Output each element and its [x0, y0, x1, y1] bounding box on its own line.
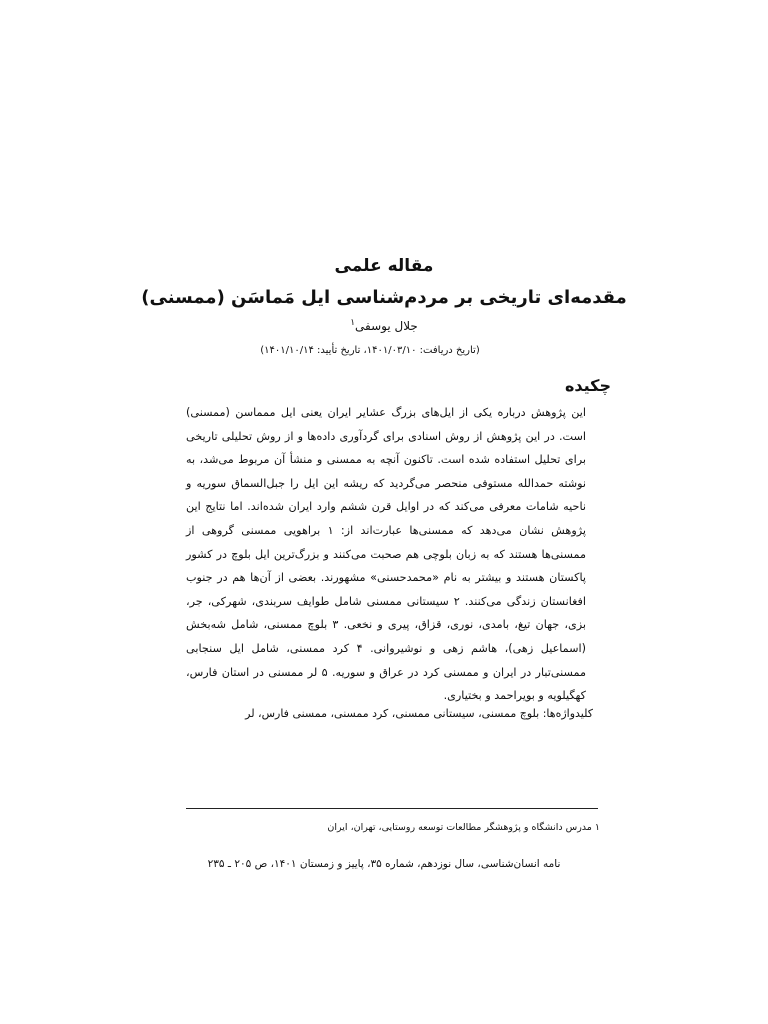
abstract-body: این پژوهش درباره یکی از ایل‌های بزرگ عشایر ایران یعنی ایل ممماسن (ممسنی) است. در این پژوهش از روش اسنادی برای گردآوری داده‌ها و از روش تحلیلی تاریخی برای تحلیل استفاده شده است. تاکنون آنچه به ممسنی و منشأ آن مربوط می‌شد، به نوشته حمدالله مستوفی منحصر می‌گردید که ریشه این ایل را جبل‌السماق سوریه و ناحیه شامات معرفی می‌کند که در اوایل قرن ششم وارد ایران شده‌اند. اما نتایج این پژوهش نشان می‌دهد که ممسنی‌ها عبارت‌اند از: ۱ براهویی ممسنی گروهی از ممسنی‌ها هستند که به زبان بلوچی هم صحبت می‌کنند و بزرگ‌ترین ایل بلوچ در کشور پاکستان هستند و بیشتر به نام «محمدحسنی» مشهورند. بعضی از آن‌ها هم در جنوب افغانستان زندگی می‌کنند. ۲ سیستانی ممسنی شامل طوایف سربندی، شهرکی، جر، بزی، جهان تیغ، بامدی، نوری، قزاق، پیری و نخعی. ۳ بلوچ ممسنی، شامل شه‌بخش (اسماعیل زهی)، هاشم زهی و نوشیروانی. ۴ کرد ممسنی، شامل ایل سنجابی ممسنی‌تبار در ایران و ممسنی کرد در عراق و سوریه. ۵ لر ممسنی در استان فارس، کهگیلویه و بویراحمد و بختیاری.	[186, 406, 587, 703]
article-title: مقدمه‌ای تاریخی بر مردم‌شناسی ایل مَماسَن (ممسنی)	[141, 287, 627, 308]
article-type-label: مقاله علمی	[334, 256, 434, 276]
submission-dates: (تاریخ دریافت: ۱۴۰۱/۰۳/۱۰، تاریخ تأیید: ۱۴۰۱/۱۰/۱۴)	[260, 345, 480, 356]
author-line	[0, 318, 768, 333]
author-name: جلال یوسفی	[355, 319, 418, 333]
abstract-heading: چکیده	[564, 376, 611, 395]
journal-citation: نامه انسان‌شناسی، سال نوزدهم، شماره ۳۵، پاییز و زمستان ۱۴۰۱، ص ۲۰۵ ـ ۲۳۵	[207, 858, 561, 870]
footnote-divider	[186, 808, 598, 809]
keywords-line: کلیدواژه‌ها: بلوچ ممسنی، سیستانی ممسنی، کرد ممسنی، ممسنی فارس، لر	[245, 707, 593, 720]
author-footnote: ۱ مدرس دانشگاه و پژوهشگر مطالعات توسعه روستایی، تهران، ایران	[327, 822, 600, 833]
author-footnote-mark: ۱	[350, 318, 356, 328]
